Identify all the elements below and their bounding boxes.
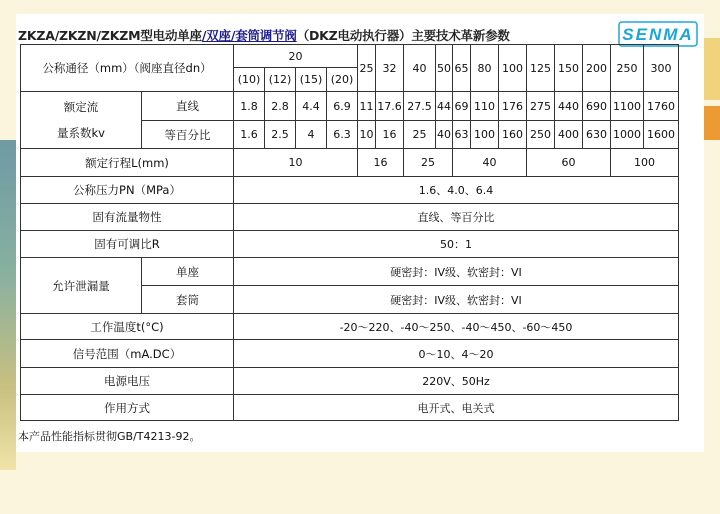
stroke-cell: 10 xyxy=(234,149,358,177)
kv-eq-cell: 250 xyxy=(527,121,555,149)
kv-linear-cell: 69 xyxy=(453,92,471,121)
kv-eq-cell: 40 xyxy=(436,121,453,149)
kv-eq-cell: 2.5 xyxy=(265,121,296,149)
header-dn-label: 公称通径（mm）（阀座直径dn） xyxy=(21,45,234,92)
right-decor-strip-yellow xyxy=(702,38,720,100)
stroke-label: 额定行程L(mm) xyxy=(21,149,234,177)
temp-label: 工作温度t(°C) xyxy=(21,314,234,340)
header-seat-cell: (20) xyxy=(327,68,358,92)
spec-panel xyxy=(16,14,704,452)
kv-eq-cell: 160 xyxy=(499,121,527,149)
header-dn-cell: 40 xyxy=(404,45,436,92)
kv-eq-cell: 1600 xyxy=(644,121,679,149)
header-seat-cell: (15) xyxy=(296,68,327,92)
kv-eq-cell: 63 xyxy=(453,121,471,149)
header-dn-cell: 65 xyxy=(453,45,471,92)
kv-eq-cell: 1.6 xyxy=(234,121,265,149)
title-suffix: （DKZ电动执行器）主要技术革新参数 xyxy=(296,28,510,43)
power-value: 220V、50Hz xyxy=(234,368,679,395)
kv-linear-cell: 275 xyxy=(527,92,555,121)
kv-eq-cell: 100 xyxy=(471,121,499,149)
footnote: 本产品性能指标贯彻GB/T4213-92。 xyxy=(18,430,201,443)
kv-label xyxy=(21,92,142,149)
title-prefix: ZKZA/ZKZN/ZKZM型电动单座 xyxy=(18,28,202,43)
kv-eq-cell: 1000 xyxy=(611,121,644,149)
header-dn-cell: 300 xyxy=(644,45,679,92)
header-dn-cell: 32 xyxy=(376,45,404,92)
kv-eq-cell: 16 xyxy=(376,121,404,149)
left-decor-strip xyxy=(0,140,16,470)
title-link[interactable]: /双座/套筒调节阀 xyxy=(201,28,297,43)
kv-eq-cell: 10 xyxy=(358,121,376,149)
logo-text: SENMA xyxy=(622,25,694,44)
kv-linear-cell: 690 xyxy=(583,92,611,121)
kv-eq-cell: 4 xyxy=(296,121,327,149)
range-value: 50：1 xyxy=(234,231,679,258)
kv-linear-cell: 4.4 xyxy=(296,92,327,121)
flow-char-value: 直线、等百分比 xyxy=(234,204,679,231)
kv-eq-cell: 400 xyxy=(555,121,583,149)
mode-value: 电开式、电关式 xyxy=(234,395,679,421)
kv-label-line2: 量系数kv xyxy=(57,126,105,140)
spec-table xyxy=(20,44,679,421)
mode-label: 作用方式 xyxy=(21,395,234,421)
range-label: 固有可调比R xyxy=(21,231,234,258)
kv-linear-cell: 1.8 xyxy=(234,92,265,121)
kv-linear-cell: 2.8 xyxy=(265,92,296,121)
stroke-cell: 60 xyxy=(527,149,611,177)
stroke-cell: 16 xyxy=(358,149,404,177)
kv-linear-cell: 440 xyxy=(555,92,583,121)
temp-value: -20～220、-40～250、-40～450、-60～450 xyxy=(234,314,679,340)
kv-linear-cell: 27.5 xyxy=(404,92,436,121)
kv-eq-label: 等百分比 xyxy=(142,121,234,149)
header-dn-cell: 250 xyxy=(611,45,644,92)
kv-linear-cell: 176 xyxy=(499,92,527,121)
signal-label: 信号范围（mA.DC） xyxy=(21,340,234,368)
stroke-cell: 25 xyxy=(404,149,453,177)
signal-value: 0～10、4～20 xyxy=(234,340,679,368)
kv-linear-cell: 17.6 xyxy=(376,92,404,121)
right-decor-strip-orange xyxy=(702,106,720,140)
kv-linear-cell: 11 xyxy=(358,92,376,121)
page-title xyxy=(18,26,510,44)
power-label: 电源电压 xyxy=(21,368,234,395)
pressure-label: 公称压力PN（MPa） xyxy=(21,177,234,204)
header-dn-cell: 125 xyxy=(527,45,555,92)
pressure-value: 1.6、4.0、6.4 xyxy=(234,177,679,204)
kv-eq-cell: 6.3 xyxy=(327,121,358,149)
leak-sleeve-label: 套筒 xyxy=(142,286,234,314)
header-dn-cell: 200 xyxy=(583,45,611,92)
leak-sleeve-value: 硬密封：IV级、软密封：VI xyxy=(234,286,679,314)
header-dn-cell: 100 xyxy=(499,45,527,92)
leak-single-value: 硬密封：IV级、软密封：VI xyxy=(234,258,679,286)
header-dn-cell: 80 xyxy=(471,45,499,92)
leak-label: 允许泄漏量 xyxy=(21,258,142,314)
stroke-cell: 100 xyxy=(611,149,679,177)
kv-linear-cell: 1760 xyxy=(644,92,679,121)
kv-linear-cell: 44 xyxy=(436,92,453,121)
kv-eq-cell: 630 xyxy=(583,121,611,149)
leak-single-label: 单座 xyxy=(142,258,234,286)
header-dn-cell: 150 xyxy=(555,45,583,92)
kv-eq-cell: 25 xyxy=(404,121,436,149)
header-seat-cell: (12) xyxy=(265,68,296,92)
header-dn-20: 20 xyxy=(234,45,358,68)
kv-linear-cell: 6.9 xyxy=(327,92,358,121)
kv-linear-label: 直线 xyxy=(142,92,234,121)
header-dn-cell: 50 xyxy=(436,45,453,92)
kv-linear-cell: 1100 xyxy=(611,92,644,121)
kv-label-line1: 额定流 xyxy=(63,100,99,114)
kv-linear-cell: 110 xyxy=(471,92,499,121)
flow-char-label: 固有流量物性 xyxy=(21,204,234,231)
header-dn-cell: 25 xyxy=(358,45,376,92)
stroke-cell: 40 xyxy=(453,149,527,177)
header-seat-cell: (10) xyxy=(234,68,265,92)
